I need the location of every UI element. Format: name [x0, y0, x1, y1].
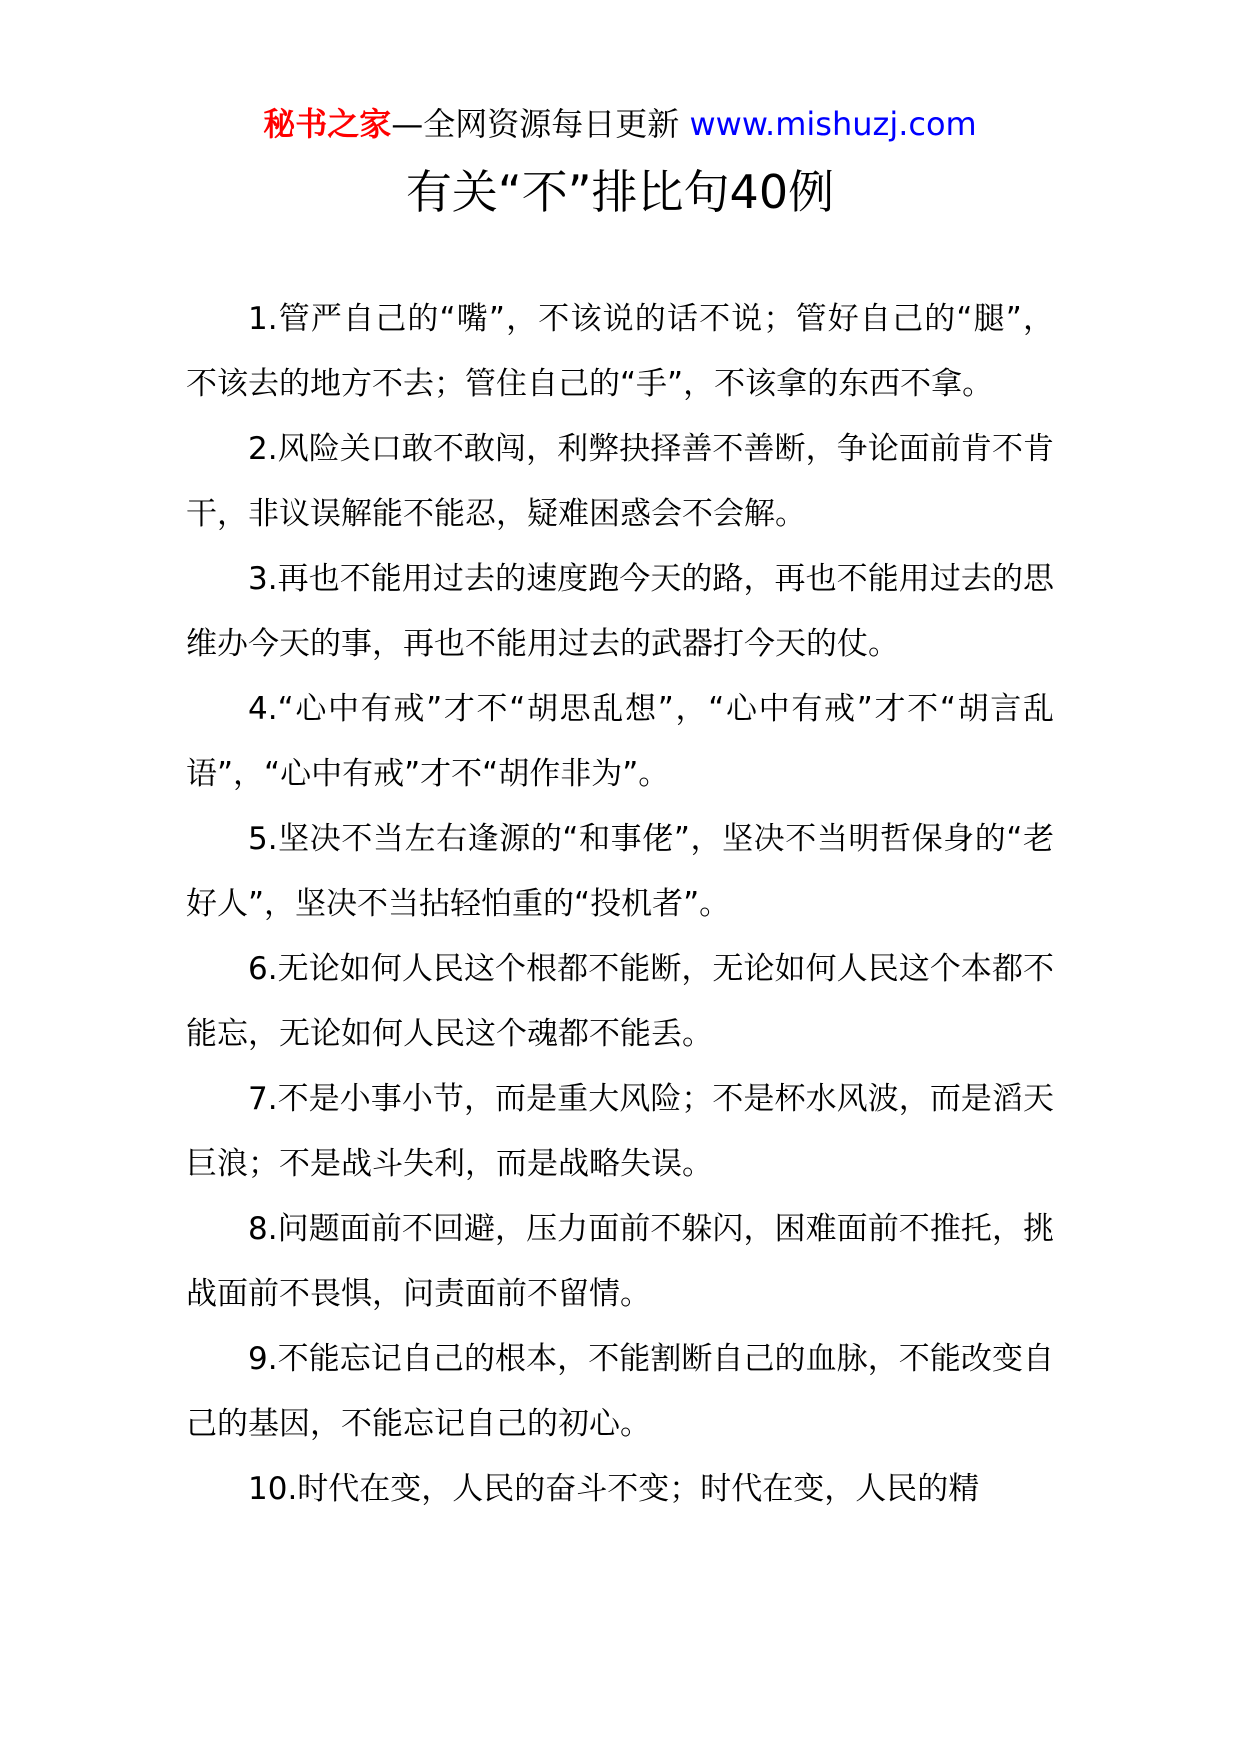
paragraph-4: 4.“心中有戒”才不“胡思乱想”，“心中有戒”才不“胡言乱语”，“心中有戒”才不“胡作非为”。: [186, 691, 1054, 792]
paragraph-7: 7.不是小事小节，而是重大风险；不是杯水风波，而是滔天巨浪；不是战斗失利，而是战略失误。: [186, 1081, 1054, 1182]
paragraph-5: 5.坚决不当左右逢源的“和事佬”，坚决不当明哲保身的“老好人”，坚决不当拈轻怕重的“投机者”。: [186, 821, 1054, 922]
paragraph-3: 3.再也不能用过去的速度跑今天的路，再也不能用过去的思维办今天的事，再也不能用过去的武器打今天的仗。: [186, 561, 1054, 662]
paragraph-1: 1.管严自己的“嘴”，不该说的话不说；管好自己的“腿”，不该去的地方不去；管住自己的“手”，不该拿的东西不拿。: [186, 301, 1054, 402]
site-tagline: —全网资源每日更新: [391, 105, 690, 143]
paragraph-9: 9.不能忘记自己的根本，不能割断自己的血脉，不能改变自己的基因，不能忘记自己的初心。: [186, 1341, 1054, 1442]
document-body: [186, 287, 1054, 1522]
site-header: [0, 100, 1240, 148]
paragraph-8: 8.问题面前不回避，压力面前不躲闪，困难面前不推托，挑战面前不畏惧，问责面前不留情。: [186, 1211, 1054, 1312]
paragraph-10: 10.时代在变，人民的奋斗不变；时代在变，人民的精: [248, 1471, 980, 1507]
paragraph-2: 2.风险关口敢不敢闯，利弊抉择善不善断，争论面前肯不肯干，非议误解能不能忍，疑难困惑会不会解。: [186, 431, 1054, 532]
brand-name: 秘书之家: [263, 105, 392, 143]
document-title: 有关“不”排比句40例: [405, 165, 835, 219]
paragraph-6: 6.无论如何人民这个根都不能断，无论如何人民这个本都不能忘，无论如何人民这个魂都不能丢。: [186, 951, 1054, 1052]
site-url-link[interactable]: www.mishuzj.com: [689, 105, 977, 143]
